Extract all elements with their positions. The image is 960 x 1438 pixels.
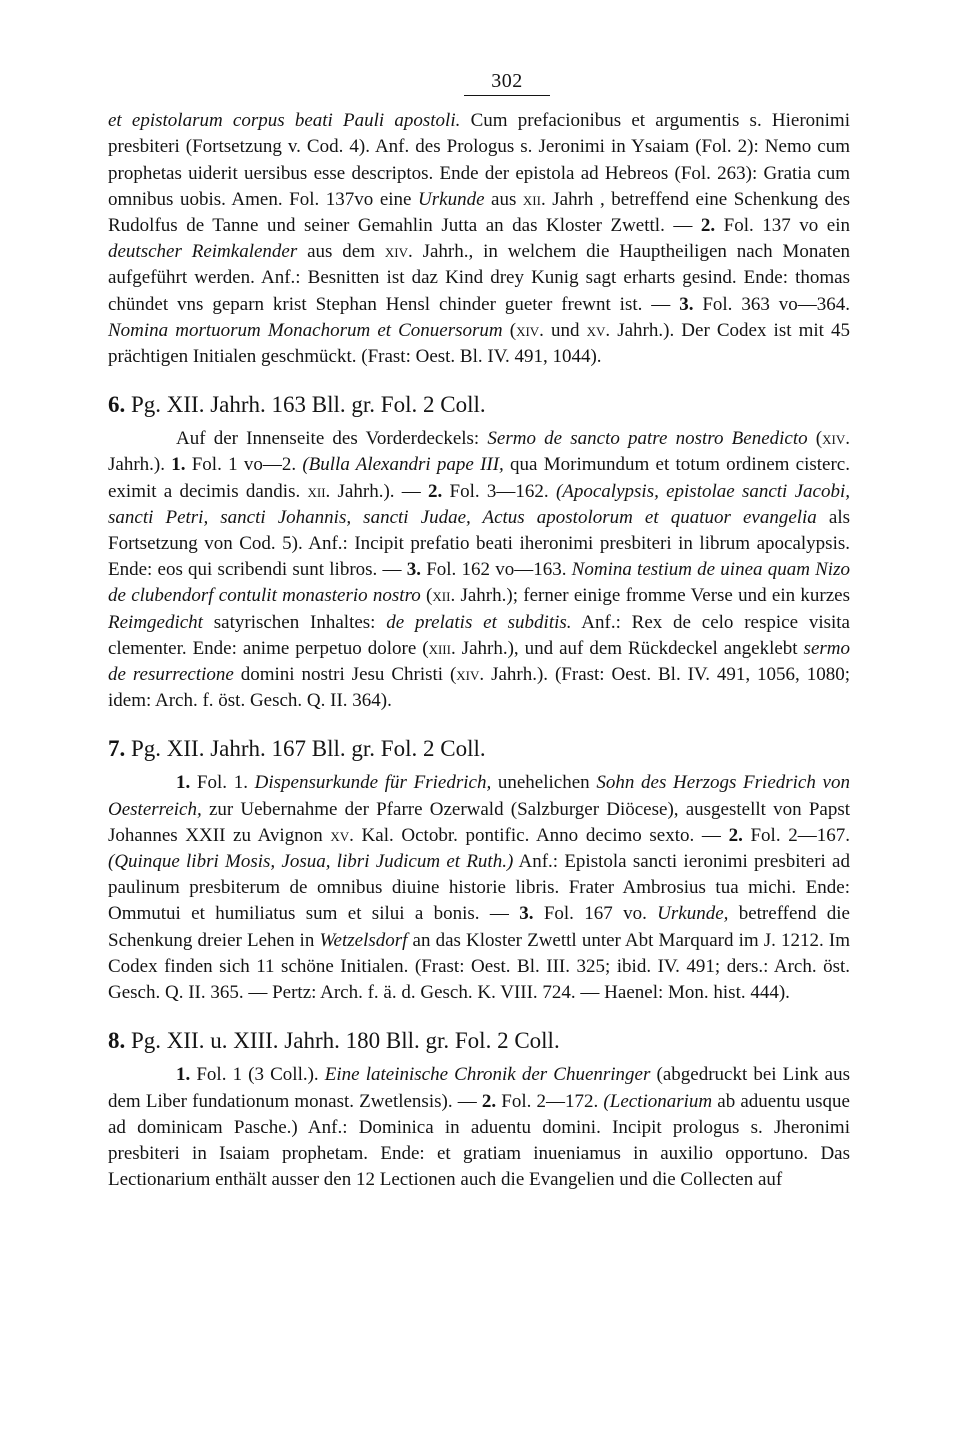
item-number: 2.: [728, 824, 743, 846]
text-span: zur Uebernahme der Pfarre Ozerwald (Salzburger Diöcese), ausgestellt von Papst Johannes XXII zu Avignon: [108, 798, 850, 846]
text-span: (Bulla Alexandri pape III,: [302, 454, 504, 476]
century-numeral: xii: [307, 480, 326, 502]
text-span: Urkunde,: [657, 903, 729, 925]
item-number: 2.: [481, 1090, 497, 1112]
century-numeral: xii: [432, 585, 451, 607]
item-number: 1.: [176, 1064, 191, 1086]
text-span: . Jahrh.). Der Codex ist mit 45 prächtigen Initialen geschmückt. (Frast: Oest. Bl. IV. 491, 1044).: [108, 319, 851, 368]
text-span: betreffend die Schenkung dreier Lehen in: [108, 903, 850, 951]
entry-8-heading: [108, 1026, 850, 1056]
century-numeral: xv: [586, 319, 606, 341]
entry-number: 7.: [108, 736, 126, 762]
text-span: Eine lateinische Chronik der Chuenringer: [324, 1064, 651, 1086]
text-span: . Jahrh.). —: [325, 480, 429, 502]
entry-number: 8.: [108, 1028, 126, 1054]
text-span: unehelichen: [491, 772, 597, 794]
text-span: . Jahrh.), und auf dem Rückdeckel angeklebt: [450, 637, 804, 659]
text-span: Fol. 3—162.: [442, 480, 556, 502]
text-span: sermo de resurrectione: [108, 637, 850, 686]
text-span: Nomina testium de uinea quam Nizo de clubendorf contulit monasterio nostro: [108, 559, 850, 607]
text-span: ab aduentu usque ad dominicam Pasche.) Anf.: Dominica in aduentu domini. Incipit prologus s. Jheronimi presbiteri in Isaiam prophetam. Ende: et gratiam inueniamus in auxilio opportuno. Das Lectionarium enthält ausser den 12 Lectionen auch die Evangelien und die Collecten auf: [108, 1090, 850, 1191]
text-span: (abgedruckt bei Link aus dem Liber fundationum monast. Zwetlensis). —: [108, 1064, 850, 1112]
text-span: (Apocalypsis, epistolae sancti Jacobi, sancti Petri, sancti Johannis, sancti Judae, Actus apostolorum et quatuor evangelia: [108, 480, 850, 528]
entry-number: 6.: [108, 392, 126, 418]
item-number: 2.: [700, 215, 716, 237]
text-span: Auf der Innenseite des Vorderdeckels:: [176, 428, 488, 450]
text-span: (: [807, 428, 823, 450]
text-span: Urkunde: [418, 188, 485, 210]
text-span: satyrischen Inhaltes:: [202, 611, 387, 633]
century-numeral: xiv: [822, 428, 846, 450]
entry-6-heading: [108, 390, 850, 420]
century-numeral: xiv: [384, 241, 408, 263]
text-span: Fol. 2—172.: [496, 1090, 604, 1112]
century-numeral: xv: [330, 824, 350, 846]
heading-text: Pg. XII. Jahrh. 167 Bll. gr. Fol. 2 Coll.: [125, 736, 486, 762]
text-span: Fol. 162 vo—163.: [420, 559, 572, 581]
text-span: (Lectionarium: [603, 1090, 713, 1112]
century-numeral: xiv: [456, 664, 480, 686]
entry-7-body: [108, 770, 850, 1006]
text-span: Sermo de sancto patre nostro Benedicto: [487, 428, 808, 450]
text-span: Anf.: Epistola sancti ieronimi presbiteri ad paulinum presbiterum de omnibus diuine historie libris. Frater Ambrosius tua michi. Ende: Ommutui et humiliatus sum et silui a bonis. —: [108, 851, 850, 925]
item-number: 3.: [406, 559, 421, 581]
text-span: Anf.: Rex de celo respice visita clementer. Ende: anime perpetuo dolore (: [108, 611, 850, 659]
heading-text: Pg. XII. u. XIII. Jahrh. 180 Bll. gr. Fol. 2 Coll.: [125, 1028, 560, 1054]
text-span: Fol. 137 vo ein: [715, 215, 850, 237]
text-span: Fol. 1.: [190, 772, 255, 794]
text-span: Sohn des Herzogs Friedrich von Oesterreich,: [108, 772, 850, 820]
text-span: aus dem: [297, 241, 385, 263]
entry-5-continuation: [108, 108, 850, 370]
text-span: domini nostri Jesu Christi (: [233, 664, 457, 686]
item-number: 3.: [679, 293, 694, 315]
text-span: (: [420, 585, 433, 607]
century-numeral: xii: [522, 188, 541, 210]
entry-8-body: [108, 1062, 850, 1193]
text-span: . Jahrh.).: [108, 428, 850, 476]
entry-7-heading: [108, 734, 850, 764]
text-span: qua Morimundum et totum ordinem cisterc. eximit a decimis dandis.: [108, 454, 850, 502]
text-span: Dispensurkunde für Friedrich,: [254, 772, 492, 794]
text-span: deutscher Reimkalender: [108, 241, 298, 263]
text-span: . Jahrh.); ferner einige fromme Verse und ein kurzes: [450, 585, 850, 607]
page-number: 302: [464, 68, 550, 96]
text-span: aus: [484, 188, 523, 210]
item-number: 2.: [428, 480, 443, 502]
text-span: Fol. 1 (3 Coll.).: [190, 1064, 325, 1086]
century-numeral: xiv: [516, 319, 540, 341]
text-span: de prelatis et subditis.: [386, 611, 572, 633]
century-numeral: xiii: [428, 637, 451, 659]
text-span: . Jahrh , betreffend eine Schenkung des Rudolfus de Tanne und seiner Gemahlin Jutta an das Kloster Zwettl. —: [108, 188, 851, 237]
text-span: Fol. 167 vo.: [533, 903, 658, 925]
text-span: Nomina mortuorum Monachorum et Conuersorum: [108, 319, 503, 341]
text-span: . Jahrh., in welchem die Hauptheiligen nach Monaten aufgeführt werden. Anf.: Besnitten ist daz Kind drey Kunig sagt erharts gesind. Ende: thomas chündet vns geparn krist Stephan Hensl chinder gueter frewnt ist. —: [108, 241, 851, 315]
text-span: Fol. 363 vo—364.: [693, 293, 850, 315]
text-span: (Quinque libri Mosis, Josua, libri Judicum et Ruth.): [108, 851, 514, 873]
text-span: Cum prefacionibus et argumentis s. Hieronimi presbiteri (Fortsetzung v. Cod. 4). Anf. des Prologus s. Jeronimi in Ysaiam (Fol. 2): Nemo cum prophetas uiderit uersibus esse descriptos. Ende der epistola ad Hebreos (Fol. 263): Gratia cum omnibus uobis. Amen. Fol. 137vo eine: [108, 110, 850, 210]
text-span: Fol. 2—167.: [742, 824, 850, 846]
item-number: 3.: [519, 903, 534, 925]
text-span: et epistolarum corpus beati Pauli apostoli.: [108, 110, 461, 132]
document-page: [108, 68, 850, 1193]
text-span: . Kal. Octobr. pontific. Anno decimo sexto. —: [349, 824, 729, 846]
text-span: an das Kloster Zwettl unter Abt Marquard im J. 1212. Im Codex finden sich 11 schöne Initialen. (Frast: Oest. Bl. III. 325; ibid. IV. 491; ders.: Arch. öst. Gesch. Q. II. 365. — Pertz: Arch. f. ä. d. Gesch. K. VIII. 724. — Haenel: Mon. hist. 444).: [108, 929, 850, 1004]
text-span: Fol. 1 vo—2.: [185, 454, 303, 476]
text-span: . Jahrh.). (Frast: Oest. Bl. IV. 491, 1056, 1080; idem: Arch. f. öst. Gesch. Q. II. 364).: [108, 664, 850, 712]
text-span: Wetzelsdorf: [319, 929, 408, 951]
text-span: als Fortsetzung von Cod. 5). Anf.: Incipit prefatio beati iheronimi presbiteri in librum apocalypsis. Ende: eos qui scribendi sunt libros. —: [108, 506, 850, 581]
heading-text: Pg. XII. Jahrh. 163 Bll. gr. Fol. 2 Coll.: [125, 392, 486, 418]
item-number: 1.: [171, 454, 186, 476]
text-span: Reimgedicht: [108, 611, 203, 633]
entry-6-body: [108, 426, 850, 714]
text-span: (: [502, 319, 517, 341]
item-number: 1.: [176, 772, 191, 794]
text-span: . und: [539, 319, 587, 341]
